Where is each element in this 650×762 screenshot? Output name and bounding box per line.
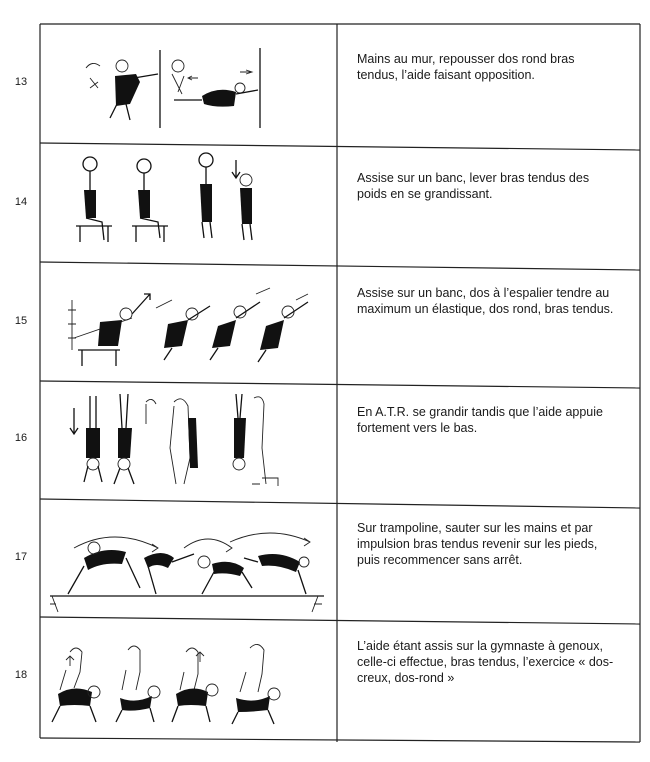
exercise-description: En A.T.R. se grandir tandis que l’aide appuie fortement vers le bas. [357,405,603,435]
elastic-bench-drawing [60,280,320,376]
exercise-number: 14 [14,196,28,208]
exercise-illustration-15 [60,280,320,376]
exercise-illustration-17 [44,518,330,616]
exercise-illustration-14 [68,152,268,252]
kneeling-partner-drawing [44,632,284,730]
exercise-number: 18 [14,669,28,681]
exercise-illustration-13 [60,42,280,134]
exercise-description: Assise sur un banc, dos à l’espalier tendre au maximum un élastique, dos rond, bras tendus. [357,286,614,316]
exercise-illustration-16 [66,388,286,492]
exercise-description: Sur trampoline, sauter sur les mains et par impulsion bras tendus revenir sur les pieds, puis recommencer sans arrêt. [357,521,598,567]
exercise-number: 13 [14,76,28,88]
exercise-description: L’aide étant assis sur la gymnaste à genoux, celle-ci effectue, bras tendus, l’exercice « dos-creux, dos-rond » [357,639,614,685]
exercise-number: 15 [14,315,28,327]
exercise-number: 16 [14,432,28,444]
handstand-drawing [66,388,286,492]
wall-push-drawing [60,42,280,134]
exercise-number: 17 [14,551,28,563]
exercise-description: Assise sur un banc, lever bras tendus des poids en se grandissant. [357,171,590,201]
exercise-description: Mains au mur, repousser dos rond bras tendus, l’aide faisant opposition. [357,52,575,82]
bench-weights-drawing [68,152,268,252]
exercise-illustration-18 [44,632,284,730]
trampoline-drawing [44,518,330,616]
